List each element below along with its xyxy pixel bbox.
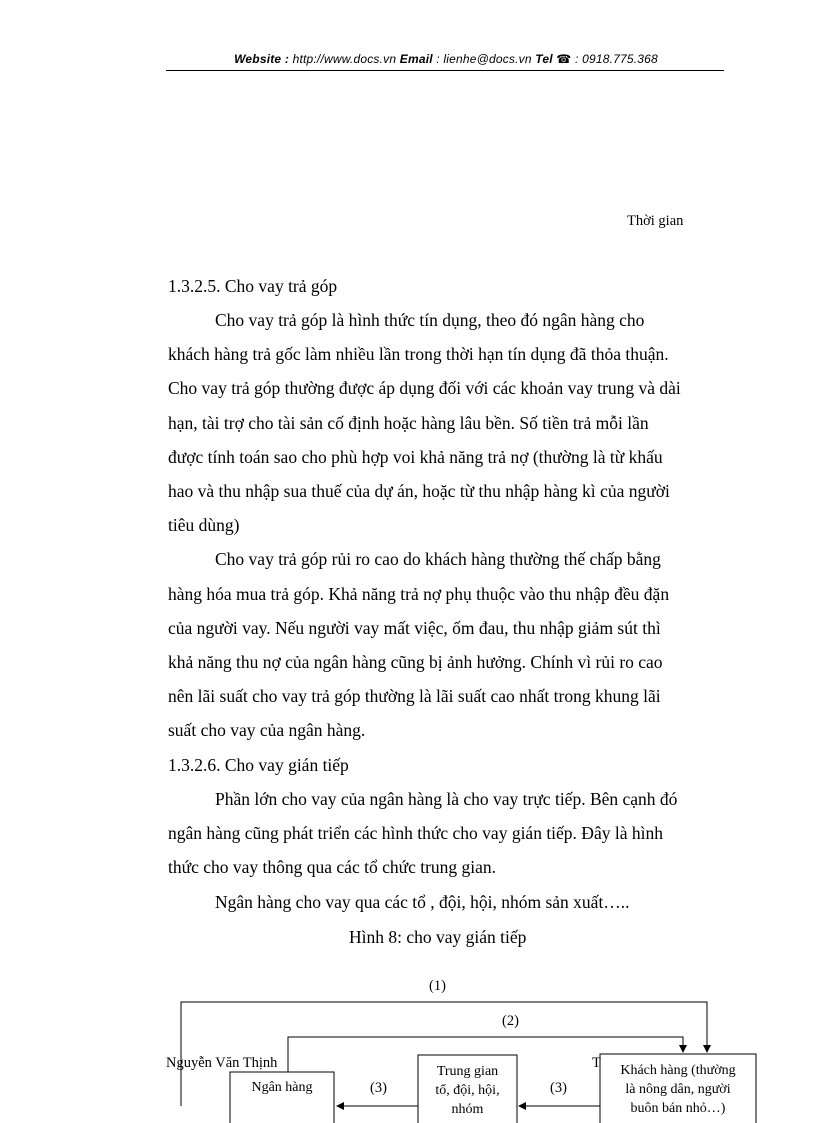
paragraph-line: hạn, tài trợ cho tài sản cố định hoặc hàng lâu bền. Số tiền trả mỗi lần	[168, 413, 649, 433]
footer-right-fragment: T	[592, 1055, 601, 1071]
email-value[interactable]: : lienhe@docs.vn	[432, 52, 536, 66]
email-label: Email	[399, 52, 433, 66]
customer-box-label	[600, 1061, 756, 1118]
tel-value: : 0918.775.368	[571, 52, 658, 66]
paragraph-line: được tính toán sao cho phù hợp voi khả năng trả nợ (thường là từ khấu	[168, 447, 663, 467]
bank-box-label: Ngân hàng	[251, 1080, 313, 1095]
paragraph-line: Cho vay trả góp là hình thức tín dụng, theo đó ngân hàng cho	[215, 310, 645, 330]
intermediary-line: nhóm	[451, 1102, 484, 1117]
paragraph-line: thức cho vay thông qua các tổ chức trung gian.	[168, 857, 497, 877]
customer-line: buôn bán nhỏ…)	[630, 1101, 726, 1116]
section-heading-1: 1.3.2.5. Cho vay trả góp	[168, 276, 338, 296]
customer-line: Khách hàng (thường	[620, 1063, 736, 1078]
paragraph-line: hàng hóa mua trả góp. Khả năng trả nợ phụ thuộc vào thu nhập đều đặn	[168, 584, 670, 604]
arrow-label-3b: (3)	[550, 1080, 567, 1096]
paragraph-line: Cho vay trả góp thường được áp dụng đối với các khoản vay trung và dài	[168, 378, 681, 398]
paragraph-line: khách hàng trả gốc làm nhiều lần trong thời hạn tín dụng đã thỏa thuận.	[168, 344, 669, 364]
paragraph-line: suất cho vay của ngân hàng.	[168, 720, 366, 740]
footer-author: Nguyễn Văn Thịnh	[166, 1055, 278, 1071]
paragraph-line: khả năng thu nợ của ngân hàng cũng bị ảnh hưởng. Chính vì rủi ro cao	[168, 652, 663, 672]
intermediary-box-label	[418, 1062, 517, 1119]
intermediary-line: Trung gian	[436, 1064, 499, 1079]
figure-caption: Hình 8: cho vay gián tiếp	[349, 927, 527, 947]
arrow-label-1: (1)	[429, 978, 446, 994]
arrow-label-3a: (3)	[370, 1080, 387, 1096]
paragraph-line: nên lãi suất cho vay trả góp thường là lãi suất cao nhất trong khung lãi	[168, 686, 661, 706]
section-heading-2: 1.3.2.6. Cho vay gián tiếp	[168, 755, 349, 775]
paragraph-line: hao và thu nhập sua thuế của dự án, hoặc từ thu nhập hàng kì của người	[168, 481, 670, 501]
paragraph-line: Ngân hàng cho vay qua các tổ , đội, hội, nhóm sản xuất…..	[215, 892, 630, 912]
paragraph-line: tiêu dùng)	[168, 515, 240, 535]
website-label: Website :	[234, 52, 290, 66]
website-url[interactable]: http://www.docs.vn	[289, 52, 400, 66]
tel-label: Tel ☎	[535, 52, 572, 66]
paragraph-line: ngân hàng cũng phát triển các hình thức cho vay gián tiếp. Đây là hình	[168, 823, 663, 843]
paragraph-line: Cho vay trả góp rủi ro cao do khách hàng thường thế chấp bằng	[215, 549, 661, 569]
top-fragment: Thời gian	[627, 213, 684, 229]
intermediary-line: tổ, đội, hội,	[435, 1083, 500, 1098]
customer-line: là nông dân, người	[625, 1082, 731, 1097]
paragraph-line: của người vay. Nếu người vay mất việc, ốm đau, thu nhập giảm sút thì	[168, 618, 661, 638]
arrow-label-2: (2)	[502, 1013, 519, 1029]
paragraph-line: Phần lớn cho vay của ngân hàng là cho vay trực tiếp. Bên cạnh đó	[215, 789, 678, 809]
